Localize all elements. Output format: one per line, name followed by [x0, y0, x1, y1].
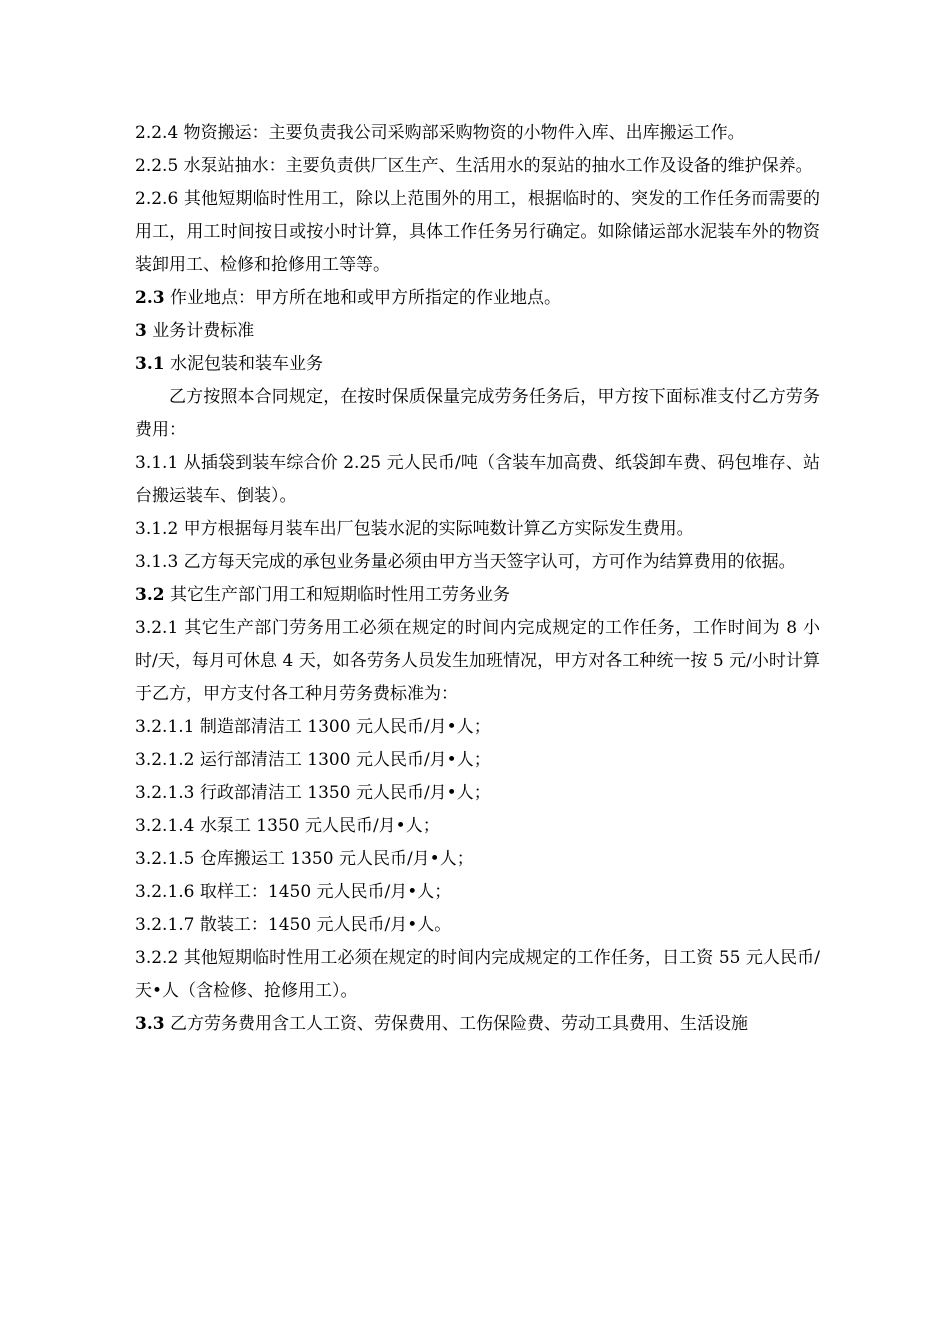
- paragraph-intro: 乙方按照本合同规定，在按时保质保量完成劳务任务后，甲方按下面标准支付乙方劳务费用：: [135, 387, 820, 440]
- paragraph-3-1-3: 3.1.3 乙方每天完成的承包业务量必须由甲方当天签字认可，方可作为结算费用的依据。: [135, 552, 796, 572]
- paragraph-3-2-1-3: 3.2.1.3 行政部清洁工 1350 元人民币/月•人；: [135, 783, 491, 803]
- heading-3: 3 业务计费标准: [135, 321, 255, 341]
- paragraph-3-2-1-4: 3.2.1.4 水泵工 1350 元人民币/月•人；: [135, 816, 440, 836]
- paragraph-2-2-4: 2.2.4 物资搬运：主要负责我公司采购部采购物资的小物件入库、出库搬运工作。: [135, 123, 745, 143]
- document-body: [135, 117, 820, 1041]
- paragraph-3-3: 3.3 乙方劳务费用含工人工资、劳保费用、工伤保险费、劳动工具费用、生活设施: [135, 1014, 748, 1034]
- paragraph-2-3: 2.3 作业地点：甲方所在地和或甲方所指定的作业地点。: [135, 288, 561, 308]
- section-number: 3.1: [135, 354, 165, 374]
- section-number: 3.3: [135, 1014, 165, 1034]
- paragraph-3-2-2: 3.2.2 其他短期临时性用工必须在规定的时间内完成规定的工作任务，日工资 55 元人民币/天•人（含检修、抢修用工）。: [135, 948, 820, 1001]
- section-number: 3: [135, 321, 147, 341]
- section-number: 3.2: [135, 585, 165, 605]
- heading-3-2: 3.2 其它生产部门用工和短期临时性用工劳务业务: [135, 585, 510, 605]
- paragraph-3-2-1-6: 3.2.1.6 取样工：1450 元人民币/月•人；: [135, 882, 452, 902]
- paragraph-3-1-1: 3.1.1 从插袋到装车综合价 2.25 元人民币/吨（含装车加高费、纸袋卸车费、码包堆存、站台搬运装车、倒装）。: [135, 453, 820, 506]
- paragraph-3-2-1-7: 3.2.1.7 散装工：1450 元人民币/月•人。: [135, 915, 452, 935]
- paragraph-3-2-1-2: 3.2.1.2 运行部清洁工 1300 元人民币/月•人；: [135, 750, 491, 770]
- paragraph-3-2-1: 3.2.1 其它生产部门劳务用工必须在规定的时间内完成规定的工作任务，工作时间为 8 小时/天，每月可休息 4 天，如各劳务人员发生加班情况，甲方对各工种统一按 5 元/小时计算于乙方，甲方支付各工种月劳务费标准为：: [135, 618, 820, 704]
- paragraph-3-2-1-1: 3.2.1.1 制造部清洁工 1300 元人民币/月•人；: [135, 717, 491, 737]
- heading-3-1: 3.1 水泥包装和装车业务: [135, 354, 323, 374]
- paragraph-3-1-2: 3.1.2 甲方根据每月装车出厂包装水泥的实际吨数计算乙方实际发生费用。: [135, 519, 694, 539]
- paragraph-3-2-1-5: 3.2.1.5 仓库搬运工 1350 元人民币/月•人；: [135, 849, 474, 869]
- section-number: 2.3: [135, 288, 165, 308]
- paragraph-2-2-6: 2.2.6 其他短期临时性用工，除以上范围外的用工，根据临时的、突发的工作任务而需要的用工，用工时间按日或按小时计算，具体工作任务另行确定。如除储运部水泥装车外的物资装卸用工、检修和抢修用工等等。: [135, 189, 820, 275]
- paragraph-2-2-5: 2.2.5 水泵站抽水：主要负责供厂区生产、生活用水的泵站的抽水工作及设备的维护保养。: [135, 156, 813, 176]
